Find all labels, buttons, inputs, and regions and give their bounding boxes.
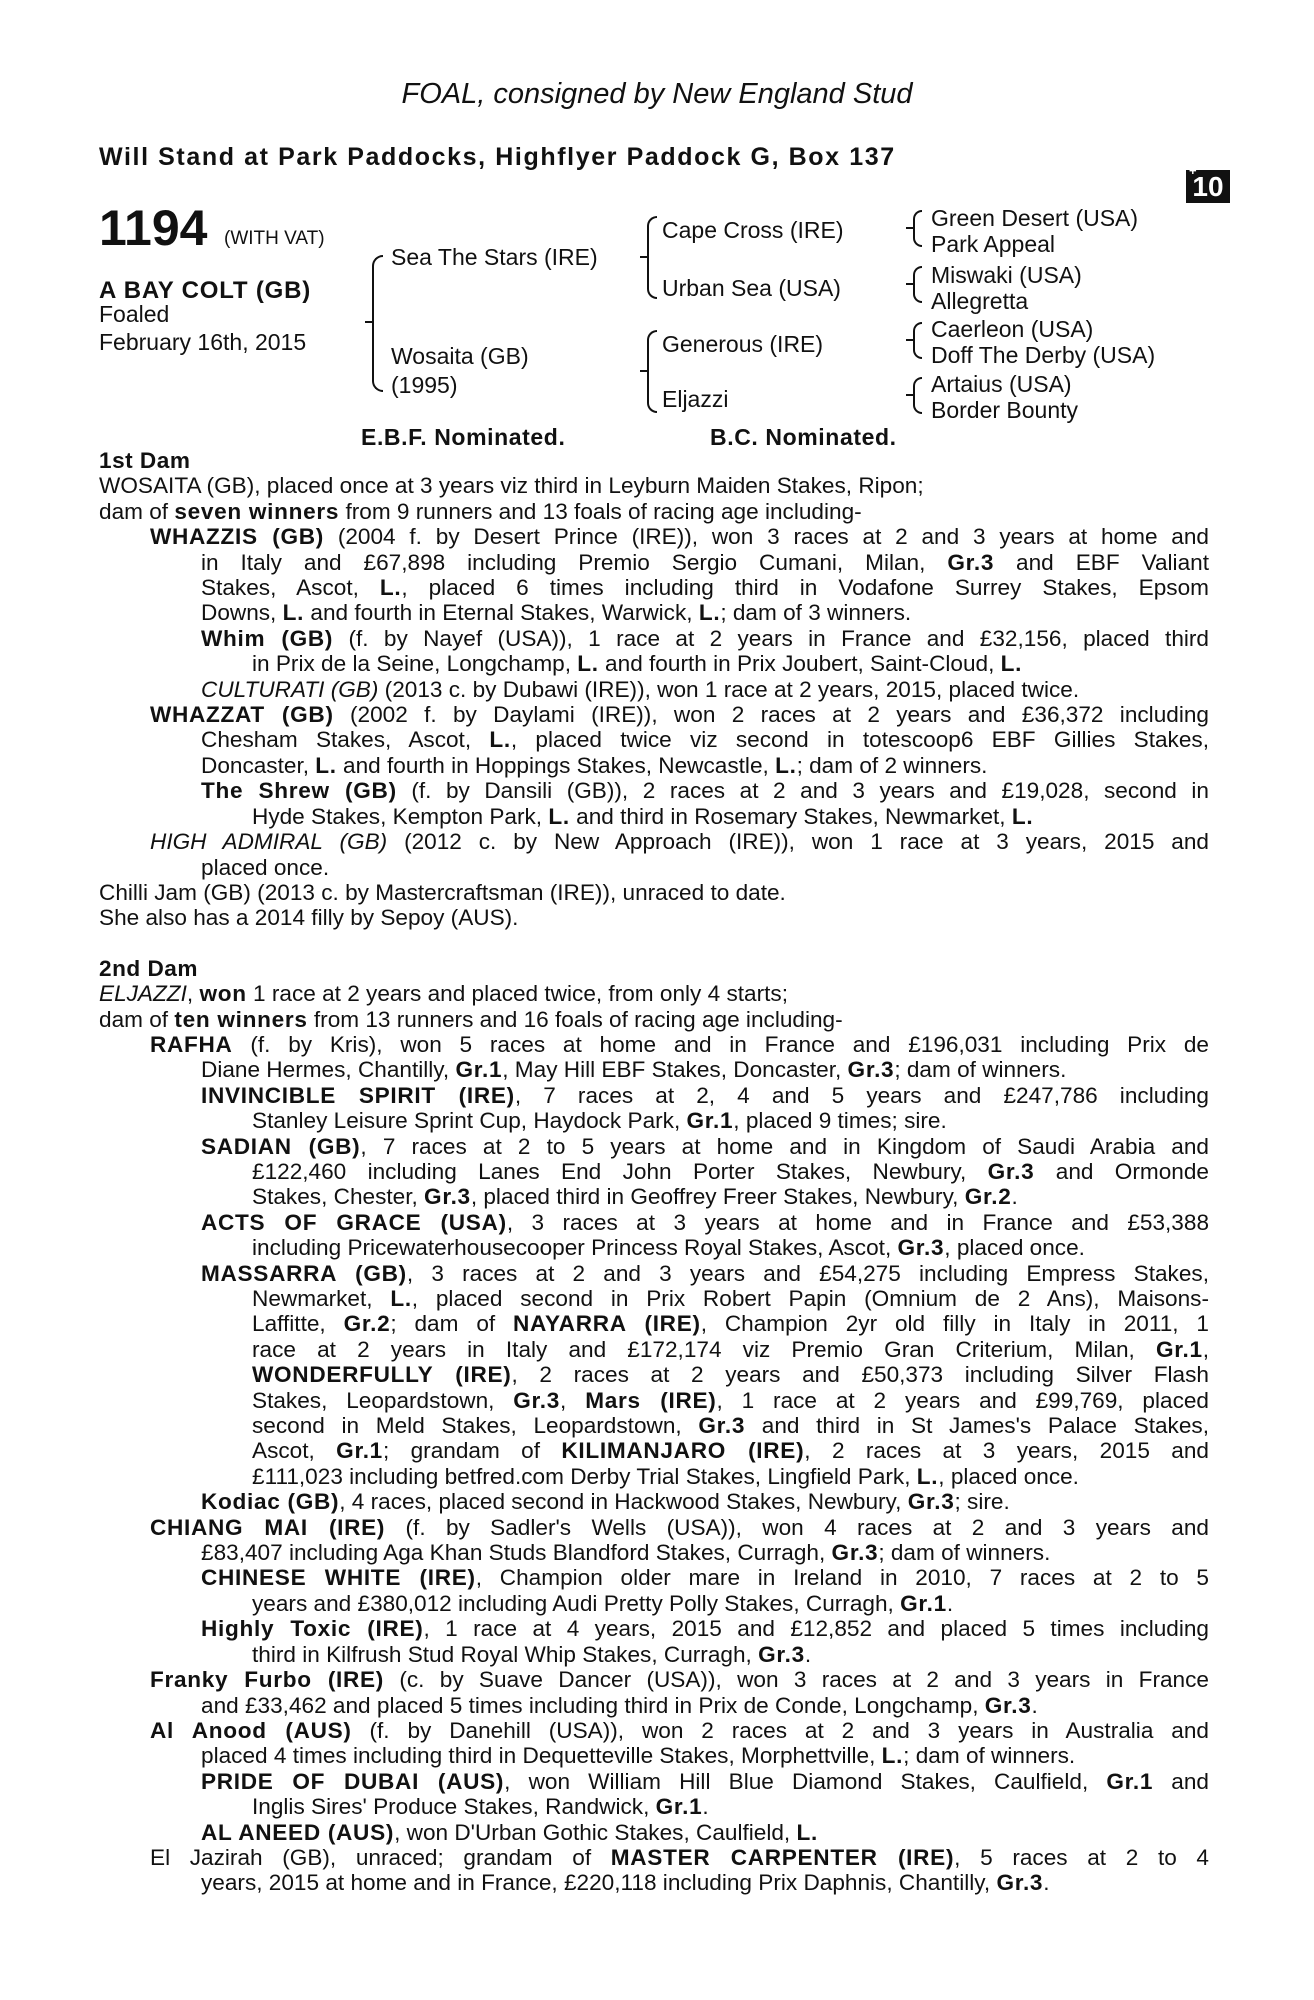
- second-dam-line-29: and £33,462 and placed 5 times including third in Prix de Conde, Longchamp, Gr.3.: [201, 1692, 1038, 1718]
- second-dam-line-10: ACTS OF GRACE (USA), 3 races at 3 years at home and in France and £53,388: [201, 1209, 1210, 1235]
- badge-number: 10: [1192, 171, 1224, 202]
- pedigree-brace-sire: [647, 216, 657, 299]
- lot-badge: [1186, 163, 1230, 203]
- second-dam-line-33: Inglis Sires' Produce Stakes, Randwick, Gr.1.: [252, 1794, 709, 1820]
- pedigree-dam: Wosaita (GB): [391, 343, 529, 369]
- second-dam-line-26: Highly Toxic (IRE), 1 race at 4 years, 2015 and £12,852 and placed 5 times including: [201, 1616, 1209, 1642]
- second-dam-line-6: Stanley Leisure Sprint Cup, Haydock Park, Gr.1, placed 9 times; sire.: [252, 1108, 947, 1134]
- second-dam-line-35: El Jazirah (GB), unraced; grandam of MASTER CARPENTER (IRE), 5 races at 2 to 4: [150, 1844, 1210, 1870]
- second-dam-line-27: third in Kilfrush Stud Royal Whip Stakes, Curragh, Gr.3.: [252, 1641, 812, 1667]
- pedigree-ddd: Border Bounty: [931, 397, 1079, 423]
- first-dam-line-17: Chilli Jam (GB) (2013 c. by Mastercraftsman (IRE)), unraced to date.: [99, 879, 786, 905]
- pedigree-sds: Miswaki (USA): [931, 262, 1082, 288]
- vat-note: (WITH VAT): [224, 228, 325, 249]
- first-dam-line-11: Chesham Stakes, Ascot, L., placed twice viz second in totescoop6 EBF Gillies Stakes,: [201, 727, 1209, 753]
- second-dam-line-15: race at 2 years in Italy and £172,174 viz Premio Gran Criterium, Milan, Gr.1,: [252, 1336, 1209, 1362]
- second-dam-line-3: RAFHA (f. by Kris), won 5 races at home and in France and £196,031 including Prix de: [150, 1031, 1209, 1057]
- second-dam-line-31: placed 4 times including third in Dequetteville Stakes, Morphettville, L.; dam of winners.: [201, 1743, 1076, 1769]
- second-dam-line-28: Franky Furbo (IRE) (c. by Suave Dancer (USA)), won 3 races at 2 and 3 years in France: [150, 1667, 1209, 1693]
- second-dam-line-2: dam of ten winners from 13 runners and 16 foals of racing age including-: [99, 1006, 843, 1032]
- pedigree-brace-g1: [913, 210, 922, 247]
- second-dam-line-19: Ascot, Gr.1; grandam of KILIMANJARO (IRE), 2 races at 3 years, 2015 and: [252, 1438, 1209, 1464]
- second-dam-line-7: SADIAN (GB), 7 races at 2 to 5 years at home and in Kingdom of Saudi Arabia and: [201, 1133, 1209, 1159]
- first-dam-line-18: She also has a 2014 filly by Sepoy (AUS).: [99, 905, 519, 931]
- pedigree-brace-g3: [913, 322, 922, 359]
- first-dam-line-6: Downs, L. and fourth in Eternal Stakes, Warwick, L.; dam of 3 winners.: [201, 600, 912, 626]
- first-dam-line-9: CULTURATI (GB) (2013 c. by Dubawi (IRE)), won 1 race at 2 years, 2015, placed twice.: [201, 676, 1080, 702]
- pedigree-sire-dam: Urban Sea (USA): [662, 275, 841, 301]
- second-dam-line-14: Laffitte, Gr.2; dam of NAYARRA (IRE), Champion 2yr old filly in Italy in 2011, 1: [252, 1311, 1209, 1337]
- first-dam-line-16: placed once.: [201, 854, 330, 880]
- second-dam-line-23: £83,407 including Aga Khan Studs Blandford Stakes, Curragh, Gr.3; dam of winners.: [201, 1540, 1051, 1566]
- second-dam-line-12: MASSARRA (GB), 3 races at 2 and 3 years and £54,275 including Empress Stakes,: [201, 1260, 1209, 1286]
- second-dam-line-30: Al Anood (AUS) (f. by Danehill (USA)), won 2 races at 2 and 3 years in Australia and: [150, 1717, 1209, 1743]
- second-dam-line-34: AL ANEED (AUS), won D'Urban Gothic Stakes, Caulfield, L.: [201, 1819, 818, 1845]
- second-dam-line-8: £122,460 including Lanes End John Porter Stakes, Newbury, Gr.3 and Ormonde: [252, 1158, 1209, 1184]
- lot-number: 1194: [99, 200, 208, 256]
- second-dam-line-20: £111,023 including betfred.com Derby Trial Stakes, Lingfield Park, L., placed once.: [252, 1463, 1079, 1489]
- pedigree-sire: Sea The Stars (IRE): [391, 244, 598, 270]
- pedigree-dam-sire: Generous (IRE): [662, 331, 824, 357]
- pedigree-dss: Caerleon (USA): [931, 316, 1094, 342]
- second-dam-line-22: CHIANG MAI (IRE) (f. by Sadler's Wells (USA)), won 4 races at 2 and 3 years and: [150, 1514, 1209, 1540]
- lot-title: A BAY COLT (GB): [99, 277, 312, 304]
- standing-location: Will Stand at Park Paddocks, Highflyer Paddock G, Box 137: [99, 143, 896, 171]
- second-dam-line-16: WONDERFULLY (IRE), 2 races at 2 years and £50,373 including Silver Flash: [252, 1362, 1209, 1388]
- second-dam-line-13: Newmarket, L., placed second in Prix Robert Papin (Omnium de 2 Ans), Maisons-: [252, 1286, 1209, 1311]
- foaled-label: Foaled: [99, 301, 170, 327]
- first-dam-line-15: HIGH ADMIRAL (GB) (2012 c. by New Approach (IRE)), won 1 race at 3 years, 2015 and: [150, 829, 1209, 855]
- foaled-date: February 16th, 2015: [99, 329, 307, 355]
- second-dam-line-18: second in Meld Stakes, Leopardstown, Gr.3 and third in St James's Palace Stakes,: [252, 1413, 1209, 1439]
- pedigree-brace-main: [372, 255, 383, 392]
- badge-plus: +: [1189, 163, 1197, 178]
- pedigree-brace-g4: [913, 377, 922, 414]
- second-dam-line-25: years and £380,012 including Audi Pretty Polly Stakes, Curragh, Gr.1.: [252, 1590, 954, 1616]
- second-dam-line-5: INVINCIBLE SPIRIT (IRE), 7 races at 2, 4 and 5 years and £247,786 including: [201, 1082, 1209, 1108]
- pedigree-sdd: Allegretta: [931, 288, 1029, 314]
- second-dam-line-36: years, 2015 at home and in France, £220,118 including Prix Daphnis, Chantilly, Gr.3.: [201, 1870, 1050, 1896]
- first-dam-line-7: Whim (GB) (f. by Nayef (USA)), 1 race at 2 years in France and £32,156, placed third: [201, 625, 1209, 651]
- bc-nominated: B.C. Nominated.: [710, 424, 897, 450]
- section-gap: [99, 931, 1209, 956]
- consignor-line: FOAL, consigned by New England Stud: [401, 78, 913, 110]
- pedigree-dam-dam: Eljazzi: [662, 386, 729, 412]
- first-dam-line-12: Doncaster, L. and fourth in Hoppings Stakes, Newcastle, L.; dam of 2 winners.: [201, 752, 988, 778]
- first-dam-line-3: WHAZZIS (GB) (2004 f. by Desert Prince (IRE)), won 3 races at 2 and 3 years at home and: [150, 524, 1209, 550]
- second-dam-heading: 2nd Dam: [99, 955, 198, 981]
- second-dam-line-17: Stakes, Leopardstown, Gr.3, Mars (IRE), 1 race at 2 years and £99,769, placed: [252, 1387, 1209, 1413]
- first-dam-heading: 1st Dam: [99, 448, 191, 473]
- second-dam-line-1: ELJAZZI, won 1 race at 2 years and placed twice, from only 4 starts;: [99, 981, 788, 1007]
- second-dam-line-24: CHINESE WHITE (IRE), Champion older mare in Ireland in 2010, 7 races at 2 to 5: [201, 1565, 1210, 1591]
- first-dam-line-2: dam of seven winners from 9 runners and 13 foals of racing age including-: [99, 498, 862, 524]
- second-dam-line-21: Kodiac (GB), 4 races, placed second in Hackwood Stakes, Newbury, Gr.3; sire.: [201, 1489, 1010, 1515]
- pedigree-brace-g2: [913, 266, 922, 303]
- first-dam-line-5: Stakes, Ascot, L., placed 6 times including third in Vodafone Surrey Stakes, Epsom: [201, 575, 1209, 601]
- first-dam-line-10: WHAZZAT (GB) (2002 f. by Daylami (IRE)), won 2 races at 2 years and £36,372 including: [150, 702, 1209, 728]
- pedigree-brace-dam: [647, 330, 657, 413]
- ebf-nominated: E.B.F. Nominated.: [361, 424, 566, 450]
- pedigree-dsd: Doff The Derby (USA): [931, 342, 1156, 368]
- second-dam-line-4: Diane Hermes, Chantilly, Gr.1, May Hill EBF Stakes, Doncaster, Gr.3; dam of winners.: [201, 1057, 1067, 1083]
- first-dam-line-13: The Shrew (GB) (f. by Dansili (GB)), 2 races at 2 and 3 years and £19,028, second in: [201, 778, 1209, 804]
- pedigree-sss: Green Desert (USA): [931, 205, 1139, 231]
- pedigree-ssd: Park Appeal: [931, 231, 1056, 257]
- first-dam-line-4: in Italy and £67,898 including Premio Sergio Cumani, Milan, Gr.3 and EBF Valiant: [201, 549, 1209, 575]
- second-dam-line-11: including Pricewaterhousecooper Princess Royal Stakes, Ascot, Gr.3, placed once.: [252, 1235, 1085, 1261]
- pedigree-dam-year: (1995): [391, 372, 458, 398]
- pedigree-sire-sire: Cape Cross (IRE): [662, 217, 844, 243]
- pedigree-dds: Artaius (USA): [931, 371, 1072, 397]
- first-dam-line-1: WOSAITA (GB), placed once at 3 years viz third in Leyburn Maiden Stakes, Ripon;: [99, 473, 924, 499]
- first-dam-line-8: in Prix de la Seine, Longchamp, L. and fourth in Prix Joubert, Saint-Cloud, L.: [252, 651, 1023, 677]
- second-dam-line-9: Stakes, Chester, Gr.3, placed third in Geoffrey Freer Stakes, Newbury, Gr.2.: [252, 1184, 1018, 1210]
- second-dam-line-32: PRIDE OF DUBAI (AUS), won William Hill Blue Diamond Stakes, Caulfield, Gr.1 and: [201, 1768, 1209, 1794]
- dam-family-text: [99, 448, 1209, 1896]
- first-dam-line-14: Hyde Stakes, Kempton Park, L. and third in Rosemary Stakes, Newmarket, L.: [252, 803, 1034, 829]
